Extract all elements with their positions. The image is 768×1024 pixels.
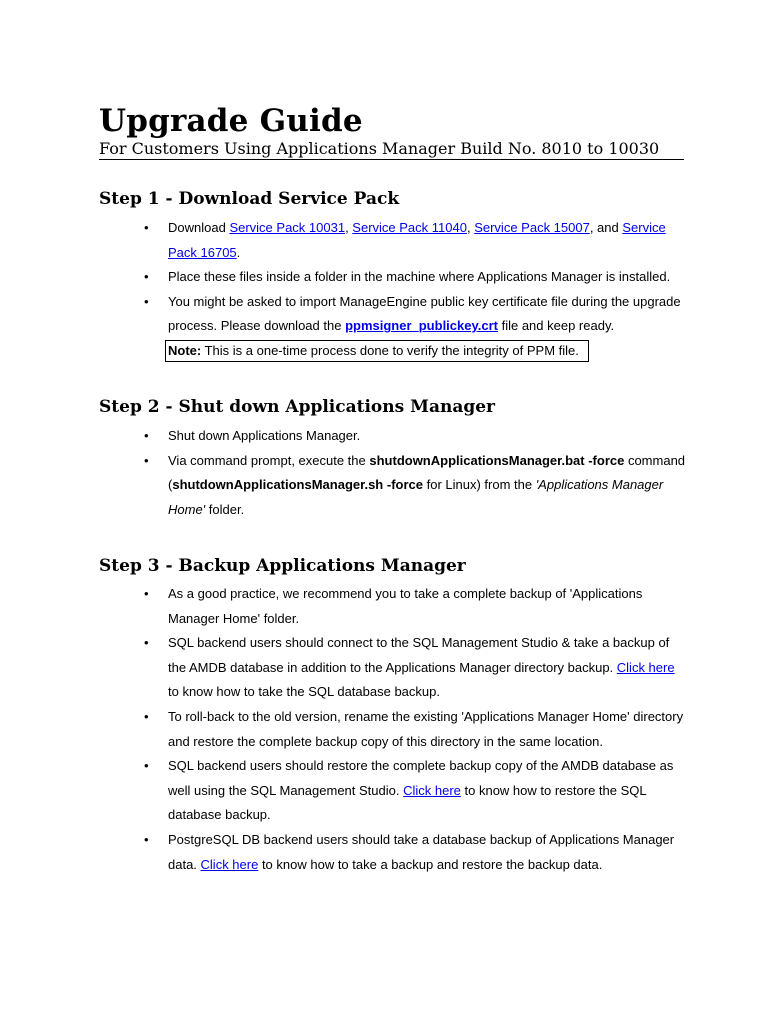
page-title: Upgrade Guide bbox=[99, 103, 363, 139]
step-2-heading: Step 2 - Shut down Applications Manager bbox=[99, 397, 495, 417]
text: to know how to restore the SQL database backup. bbox=[168, 782, 647, 823]
list-item bbox=[144, 828, 688, 877]
sql-restore-click-here-link[interactable]: Click here bbox=[403, 782, 461, 798]
list-item bbox=[144, 216, 688, 265]
list-item bbox=[144, 754, 688, 828]
bullet-icon: • bbox=[144, 586, 149, 601]
text: SQL backend users should restore the complete backup copy of the AMDB database as well using the SQL Management Studio. bbox=[168, 758, 674, 798]
text: to know how to take a backup and restore the backup data. bbox=[258, 856, 603, 872]
step-1-list bbox=[144, 216, 688, 364]
text: Download bbox=[168, 220, 230, 235]
bullet-icon: • bbox=[144, 269, 149, 285]
step-3-heading: Step 3 - Backup Applications Manager bbox=[99, 556, 466, 576]
list-item bbox=[144, 424, 688, 449]
bullet-icon: • bbox=[144, 293, 149, 309]
list-item bbox=[144, 449, 688, 523]
step-1-heading: Step 1 - Download Service Pack bbox=[99, 189, 400, 209]
service-pack-15007-link[interactable]: Service Pack 15007 bbox=[474, 220, 590, 235]
text: , bbox=[345, 220, 353, 235]
text: . bbox=[236, 244, 241, 260]
bullet-icon: • bbox=[144, 220, 149, 235]
text: You might be asked to import ManageEngine public key certificate file during the upgrade process. Please download the bbox=[168, 293, 681, 334]
service-pack-11040-link[interactable]: Service Pack 11040 bbox=[352, 220, 467, 235]
service-pack-10031-link[interactable]: Service Pack 10031 bbox=[229, 220, 346, 235]
list-item bbox=[144, 582, 688, 631]
note-item bbox=[168, 339, 688, 364]
step-3-list bbox=[144, 582, 688, 877]
bullet-icon: • bbox=[144, 708, 149, 724]
text: SQL backend users should connect to the SQL Management Studio & take a backup of the AMDB database in addition to the Applications Manager directory backup. bbox=[168, 635, 670, 675]
text: Shut down Applications Manager. bbox=[168, 428, 361, 443]
text: folder. bbox=[205, 501, 245, 517]
service-pack-16705-link[interactable]: Service Pack 16705 bbox=[168, 220, 666, 260]
text: , and bbox=[589, 220, 623, 235]
note-label: Note: bbox=[168, 342, 202, 358]
text: Place these files inside a folder in the machine where Applications Manager is installed. bbox=[168, 269, 671, 285]
bullet-icon: • bbox=[144, 831, 149, 847]
bullet-icon: • bbox=[144, 635, 149, 651]
text: for Linux) from the bbox=[422, 477, 536, 493]
text: As a good practice, we recommend you to take a complete backup of 'Applications Manager Home' folder. bbox=[168, 586, 643, 626]
note-box bbox=[165, 340, 589, 362]
text: Via command prompt, execute the bbox=[168, 452, 370, 468]
list-item bbox=[144, 290, 688, 339]
list-item bbox=[144, 631, 688, 705]
sql-backup-click-here-link[interactable]: Click here bbox=[616, 659, 675, 675]
bullet-icon: • bbox=[144, 758, 149, 774]
linux-shutdown-command: shutdownApplicationsManager.sh -force bbox=[172, 477, 423, 493]
text: file and keep ready. bbox=[497, 318, 615, 334]
text: , bbox=[466, 220, 475, 235]
windows-shutdown-command: shutdownApplicationsManager.bat -force bbox=[369, 452, 625, 468]
folder-name: 'Applications Manager Home' bbox=[168, 477, 664, 517]
page-subtitle: For Customers Using Applications Manager Build No. 8010 to 10030 bbox=[99, 140, 684, 160]
public-key-download-link[interactable]: ppmsigner_publickey.crt bbox=[345, 318, 498, 334]
bullet-icon: • bbox=[144, 428, 149, 443]
postgresql-backup-click-here-link[interactable]: Click here bbox=[200, 856, 259, 872]
list-item bbox=[144, 705, 688, 754]
text: PostgreSQL DB backend users should take a database backup of Applications Manager data. bbox=[168, 831, 675, 872]
note-text: This is a one-time process done to verify the integrity of PPM file. bbox=[201, 342, 579, 358]
text: To roll-back to the old version, rename the existing 'Applications Manager Home' directory and restore the complete backup copy of this directory in the same location. bbox=[168, 708, 684, 749]
step-2-list bbox=[144, 424, 688, 522]
bullet-icon: • bbox=[144, 452, 149, 468]
list-item bbox=[144, 265, 688, 290]
text: to know how to take the SQL database backup. bbox=[168, 684, 440, 700]
text: command ( bbox=[168, 452, 686, 493]
